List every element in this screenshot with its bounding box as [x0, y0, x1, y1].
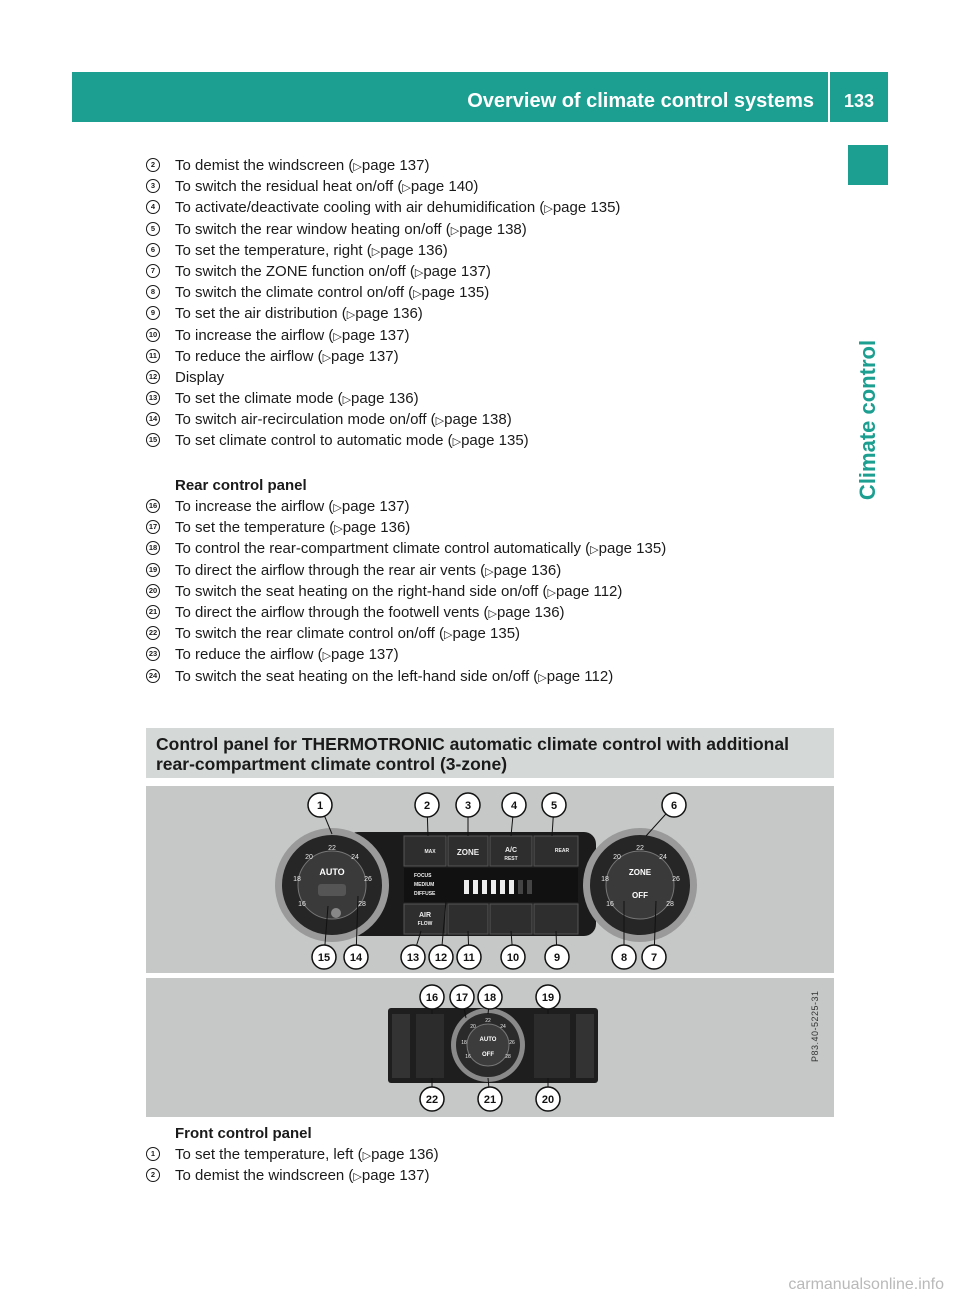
page-reference[interactable]: page 135) — [452, 625, 521, 643]
watermark-text: carmanualsonline.info — [788, 1276, 944, 1293]
page-ref-arrow-icon: ▷ — [444, 629, 453, 642]
callout-number-icon: 9 — [146, 306, 160, 320]
callout-number-icon: 3 — [146, 179, 160, 193]
legend-item — [146, 517, 846, 538]
legend-text: To reduce the airflow ( — [175, 646, 323, 664]
legend-item — [146, 388, 846, 409]
legend-item — [146, 666, 846, 687]
rear-dial-tick-28: 28 — [505, 1054, 511, 1060]
page-ref-arrow-icon: ▷ — [353, 1171, 362, 1184]
page-reference[interactable]: page 136) — [496, 603, 565, 621]
section-heading: Control panel for THERMOTRONIC automatic climate control with additional rear-compartment climate control (3-zone) — [146, 728, 834, 778]
rear-dial-tick-26: 26 — [509, 1040, 515, 1046]
page-reference[interactable]: page 138) — [459, 220, 527, 238]
page-header — [72, 72, 888, 122]
legend-text: To set the temperature, left ( — [175, 1146, 363, 1163]
page-ref-arrow-icon: ▷ — [322, 351, 332, 364]
airflow-bar — [473, 880, 478, 894]
callout-number: 9 — [553, 952, 561, 964]
page-reference[interactable]: page 136) — [342, 519, 411, 537]
callout-number-icon: 13 — [146, 391, 160, 405]
legend-text: To switch the seat heating on the right-hand side on/off ( — [175, 582, 548, 600]
page-reference[interactable]: page 137) — [341, 498, 410, 515]
legend-text: To control the rear-compartment climate control automatically ( — [175, 540, 591, 558]
front-panel-heading: Front control panel — [175, 1125, 312, 1142]
legend-text: To demist the windscreen ( — [175, 1167, 354, 1185]
page-ref-arrow-icon: ▷ — [485, 565, 494, 578]
page-ref-arrow-icon: ▷ — [353, 161, 362, 173]
right-zone-label: ZONE — [628, 868, 652, 877]
callout-legend-front — [146, 1144, 846, 1186]
left-dial-tick-16: 16 — [298, 901, 306, 908]
left-dial-tick-28: 28 — [358, 901, 366, 908]
callout-number: 16 — [425, 992, 439, 1004]
callout-number: 17 — [455, 992, 469, 1004]
page-ref-arrow-icon: ▷ — [435, 415, 445, 428]
page-reference[interactable]: page 135) — [421, 284, 490, 302]
callout-number: 22 — [425, 1094, 439, 1106]
left-dial-tick-26: 26 — [364, 876, 372, 883]
airflow-bar — [464, 880, 469, 894]
airflow-bar — [500, 880, 505, 894]
airflow-bar — [518, 880, 523, 894]
legend-item — [146, 176, 846, 197]
page-reference[interactable]: page 135) — [552, 199, 621, 217]
page-ref-arrow-icon: ▷ — [450, 224, 460, 237]
air-flow-button — [404, 904, 446, 934]
rear-dial-tick-18: 18 — [461, 1040, 467, 1046]
air-distribution-button — [534, 904, 578, 934]
callout-number: 10 — [506, 952, 520, 964]
page-reference[interactable]: page 137) — [423, 262, 491, 280]
callout-number: 4 — [510, 800, 518, 812]
airflow-bar — [527, 880, 532, 894]
front-control-panel-figure — [146, 786, 834, 973]
page-reference[interactable]: page 112) — [555, 582, 623, 600]
callout-number: 11 — [463, 952, 475, 964]
page-reference[interactable]: page 136) — [493, 561, 562, 579]
page-reference[interactable]: page 137) — [361, 157, 430, 174]
left-dial-tick-18: 18 — [293, 876, 301, 883]
legend-text: To demist the windscreen ( — [175, 157, 354, 174]
recirculation-button — [318, 884, 346, 896]
legend-item — [146, 496, 846, 517]
rear-off-label: OFF — [482, 1052, 494, 1058]
page-reference[interactable]: page 138) — [444, 411, 512, 429]
legend-item — [146, 1144, 846, 1165]
callout-number: 12 — [434, 952, 448, 964]
callout-number: 20 — [541, 1094, 555, 1106]
legend-text: To reduce the airflow ( — [175, 347, 323, 365]
legend-item — [146, 644, 846, 665]
right-dial-tick-26: 26 — [672, 876, 680, 883]
page-reference[interactable]: page 140) — [410, 178, 479, 196]
rear-auto-label: AUTO — [479, 1037, 497, 1043]
page-ref-arrow-icon: ▷ — [402, 182, 411, 195]
page-ref-arrow-icon: ▷ — [590, 544, 599, 557]
legend-item — [146, 197, 846, 218]
legend-text: To increase the airflow ( — [175, 498, 334, 515]
page-reference[interactable]: page 112) — [546, 667, 614, 685]
legend-text: To increase the airflow ( — [175, 326, 334, 344]
page-reference[interactable]: page 136) — [380, 241, 448, 259]
page-reference[interactable]: page 136) — [371, 1146, 439, 1163]
callout-number-icon: 21 — [146, 605, 160, 619]
callout-number-icon: 6 — [146, 243, 160, 257]
callout-number: 8 — [620, 952, 628, 964]
airflow-bar — [482, 880, 487, 894]
ac-label: A/C — [504, 847, 518, 854]
callout-number-icon: 16 — [146, 499, 160, 513]
callout-number: 18 — [483, 992, 497, 1004]
callout-number-icon: 15 — [146, 433, 160, 447]
page-reference[interactable]: page 137) — [331, 347, 399, 365]
callout-number: 2 — [423, 800, 431, 812]
page-reference[interactable]: page 136) — [355, 305, 423, 323]
legend-item — [146, 303, 846, 324]
page-ref-arrow-icon: ▷ — [322, 650, 332, 663]
callout-number: 1 — [316, 800, 324, 812]
callout-number-icon: 7 — [146, 264, 160, 278]
legend-text: To activate/deactivate cooling with air dehumidification ( — [175, 199, 545, 217]
legend-item — [146, 430, 846, 451]
rear-control-panel-figure — [146, 978, 834, 1117]
rear-dial-tick-16: 16 — [465, 1054, 471, 1060]
page-reference[interactable]: page 135) — [461, 432, 529, 450]
zone-button-label: ZONE — [456, 848, 480, 857]
right-dial-tick-18: 18 — [601, 876, 609, 883]
left-dial-tick-24: 24 — [351, 854, 359, 861]
legend-item — [146, 282, 846, 303]
flow-label: FLOW — [417, 921, 433, 927]
callout-number: 14 — [349, 952, 363, 964]
legend-item — [146, 219, 846, 240]
rear-dial-tick-22: 22 — [485, 1018, 491, 1024]
page-ref-arrow-icon: ▷ — [538, 671, 547, 684]
mode-diffuse: DIFFUSE — [414, 891, 436, 897]
legend-item — [146, 261, 846, 282]
legend-item — [146, 560, 846, 581]
legend-text: To set climate control to automatic mode ( — [175, 432, 453, 450]
callout-number-icon: 19 — [146, 563, 160, 577]
callout-number-icon: 12 — [146, 370, 160, 384]
page-ref-arrow-icon: ▷ — [413, 288, 422, 301]
legend-text: To switch the seat heating on the left-hand side on/off ( — [175, 667, 539, 685]
callout-legend-rear — [146, 496, 846, 687]
legend-item — [146, 240, 846, 261]
callout-number-icon: 4 — [146, 200, 160, 214]
page-ref-arrow-icon: ▷ — [414, 266, 424, 279]
legend-text: To set the air distribution ( — [175, 305, 347, 323]
legend-item — [146, 538, 846, 559]
page-ref-arrow-icon: ▷ — [334, 523, 343, 536]
increase-airflow-button — [490, 904, 532, 934]
left-dial-tick-20: 20 — [305, 854, 313, 861]
page-reference[interactable]: page 137) — [331, 646, 399, 664]
callout-number: 6 — [670, 800, 678, 812]
page-number: 133 — [843, 91, 875, 111]
right-temperature-dial — [583, 828, 697, 942]
page-ref-arrow-icon: ▷ — [544, 203, 553, 216]
legend-text: To switch the rear climate control on/off ( — [175, 625, 445, 643]
legend-item — [146, 602, 846, 623]
callout-number-icon: 8 — [146, 285, 160, 299]
callout-number-icon: 2 — [146, 1168, 160, 1182]
left-auto-label: AUTO — [319, 867, 345, 877]
callout-legend-top — [146, 155, 846, 452]
legend-text: To set the temperature, right ( — [175, 241, 372, 259]
legend-item — [146, 409, 846, 430]
legend-text: To switch the ZONE function on/off ( — [175, 262, 415, 280]
page-ref-arrow-icon: ▷ — [346, 309, 356, 322]
page-ref-arrow-icon: ▷ — [488, 607, 497, 620]
legend-item — [146, 623, 846, 644]
right-seat-heating-button — [576, 1014, 594, 1078]
legend-item — [146, 325, 846, 346]
legend-text: To set the temperature ( — [175, 519, 335, 537]
callout-number-icon: 10 — [146, 328, 160, 342]
legend-text: To switch the residual heat on/off ( — [175, 178, 403, 196]
page-ref-arrow-icon: ▷ — [333, 502, 342, 514]
page-reference[interactable]: page 137) — [341, 326, 410, 344]
right-dial-tick-22: 22 — [636, 845, 644, 852]
callout-number: 7 — [650, 952, 658, 964]
page-ref-arrow-icon: ▷ — [333, 330, 342, 343]
legend-item — [146, 346, 846, 367]
callout-number-icon: 2 — [146, 158, 160, 172]
side-tab-block — [848, 145, 888, 185]
legend-text: To switch the rear window heating on/off ( — [175, 220, 451, 238]
legend-item — [146, 1165, 846, 1186]
airflow-bar — [509, 880, 514, 894]
right-dial-tick-24: 24 — [659, 854, 667, 861]
page-ref-arrow-icon: ▷ — [371, 245, 381, 258]
reduce-airflow-button — [448, 904, 488, 934]
page-reference[interactable]: page 137) — [361, 1167, 430, 1185]
callout-number-icon: 22 — [146, 626, 160, 640]
left-temperature-dial — [275, 828, 389, 942]
rear-panel-heading: Rear control panel — [175, 477, 307, 494]
legend-text: To direct the airflow through the rear air vents ( — [175, 561, 486, 579]
callout-number-icon: 17 — [146, 520, 160, 534]
page-reference[interactable]: page 136) — [351, 390, 419, 408]
legend-item — [146, 367, 846, 388]
rear-dial-tick-20: 20 — [470, 1024, 476, 1030]
callout-number: 19 — [541, 992, 555, 1004]
page-ref-arrow-icon: ▷ — [362, 1150, 372, 1162]
callout-number-icon: 5 — [146, 222, 160, 236]
rear-dial-tick-24: 24 — [500, 1024, 506, 1030]
right-off-label: OFF — [632, 891, 648, 900]
rear-vent-buttons — [534, 1014, 570, 1078]
legend-text: To direct the airflow through the footwell vents ( — [175, 603, 489, 621]
side-tab-label: Climate control — [855, 339, 880, 501]
recirc-indicator-icon — [331, 908, 341, 918]
callout-number-icon: 20 — [146, 584, 160, 598]
right-dial-tick-20: 20 — [613, 854, 621, 861]
legend-text: To switch the climate control on/off ( — [175, 284, 414, 302]
air-label: AIR — [418, 912, 432, 919]
rear-temperature-dial — [451, 1008, 525, 1082]
callout-number-icon: 23 — [146, 647, 160, 661]
legend-item — [146, 581, 846, 602]
callout-number-icon: 24 — [146, 669, 160, 683]
rest-label: REST — [504, 856, 518, 862]
mode-medium: MEDIUM — [414, 882, 435, 888]
figure-id: P83.40-5225-31 — [810, 990, 820, 1062]
max-label: MAX — [424, 849, 436, 855]
airflow-bar — [491, 880, 496, 894]
left-seat-heating-button — [392, 1014, 410, 1078]
header-title: Overview of climate control systems — [467, 90, 814, 112]
page-ref-arrow-icon: ▷ — [547, 586, 556, 599]
callout-number-icon: 14 — [146, 412, 160, 426]
legend-text: To switch air-recirculation mode on/off ( — [175, 411, 436, 429]
callout-number: 5 — [550, 800, 558, 812]
callout-number: 21 — [483, 1094, 497, 1106]
callout-number-icon: 11 — [146, 349, 160, 363]
mode-focus: FOCUS — [414, 873, 432, 879]
callout-number-icon: 1 — [146, 1147, 160, 1161]
legend-text: To set the climate mode ( — [175, 390, 343, 408]
rear-label: REAR — [554, 848, 570, 854]
callout-number-icon: 18 — [146, 541, 160, 555]
right-dial-tick-16: 16 — [606, 901, 614, 908]
rear-airflow-buttons — [416, 1014, 444, 1078]
left-dial-tick-22: 22 — [328, 845, 336, 852]
legend-item — [146, 155, 846, 176]
right-dial-tick-28: 28 — [666, 901, 674, 908]
callout-number: 15 — [317, 952, 331, 964]
callout-number: 3 — [464, 800, 472, 812]
callout-number: 13 — [406, 952, 420, 964]
page-ref-arrow-icon: ▷ — [342, 394, 352, 407]
page-ref-arrow-icon: ▷ — [452, 436, 462, 449]
page-reference[interactable]: page 135) — [598, 540, 667, 558]
legend-text: Display — [175, 368, 225, 386]
